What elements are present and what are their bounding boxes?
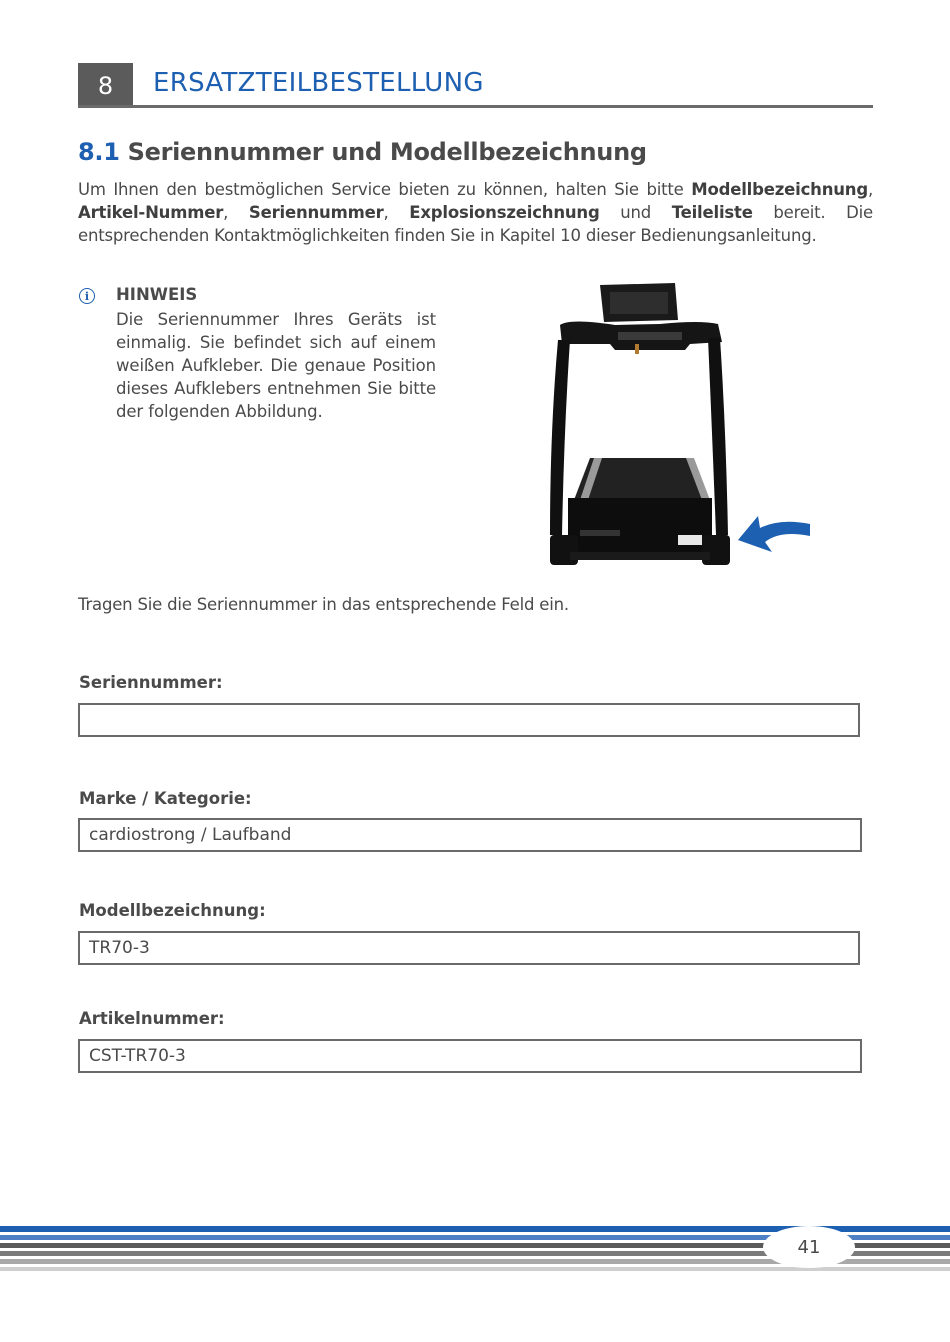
intro-bold-model: Modellbezeichnung: [691, 180, 868, 199]
page-number: 41: [763, 1226, 855, 1268]
intro-text: ,: [223, 203, 249, 222]
section-number: 8.1: [78, 138, 120, 166]
chapter-title: ERSATZTEILBESTELLUNG: [153, 68, 484, 98]
serial-number-field[interactable]: [78, 703, 860, 737]
brand-category-field[interactable]: cardiostrong / Laufband: [78, 818, 862, 852]
intro-text: und: [599, 203, 672, 222]
intro-bold-explosion: Explosionszeichnung: [409, 203, 600, 222]
arrow-indicator: [738, 516, 810, 552]
model-label: Modellbezeichnung:: [79, 901, 266, 920]
chapter-number: 8: [78, 63, 133, 108]
info-icon: i: [79, 288, 95, 304]
serial-number-label: Seriennummer:: [79, 673, 223, 692]
intro-bold-partslist: Teileliste: [671, 203, 753, 222]
intro-text: Um Ihnen den bestmöglichen Service bieten zu können, halten Sie bitte: [78, 180, 692, 199]
note-title: HINWEIS: [116, 285, 198, 304]
instruction-text: Tragen Sie die Seriennummer in das entsprechende Feld ein.: [78, 595, 569, 614]
model-field[interactable]: TR70-3: [78, 931, 860, 965]
brand-category-label: Marke / Kategorie:: [79, 789, 252, 808]
chapter-divider: [78, 105, 873, 108]
section-heading: [78, 138, 647, 166]
treadmill-image: [540, 280, 830, 575]
intro-text: bereit. Die entsprechenden Kontaktmöglichkeiten finden Sie in Kapitel 10 dieser Bedienungsanleitung.: [78, 203, 874, 245]
article-number-label: Artikelnummer:: [79, 1009, 225, 1028]
intro-bold-article: Artikel-Nummer: [78, 203, 224, 222]
intro-bold-serial: Seriennummer: [248, 203, 384, 222]
article-number-field[interactable]: CST-TR70-3: [78, 1039, 862, 1073]
note-text: Die Seriennummer Ihres Geräts ist einmalig. Sie befindet sich auf einem weißen Aufkleber. Die genaue Position dieses Aufklebers entnehmen Sie bitte der folgenden Abbildung.: [116, 310, 436, 421]
intro-text: ,: [383, 203, 410, 222]
section-title: Seriennummer und Modellbezeichnung: [127, 138, 647, 166]
intro-text: ,: [867, 180, 873, 199]
intro-paragraph: [78, 178, 873, 247]
